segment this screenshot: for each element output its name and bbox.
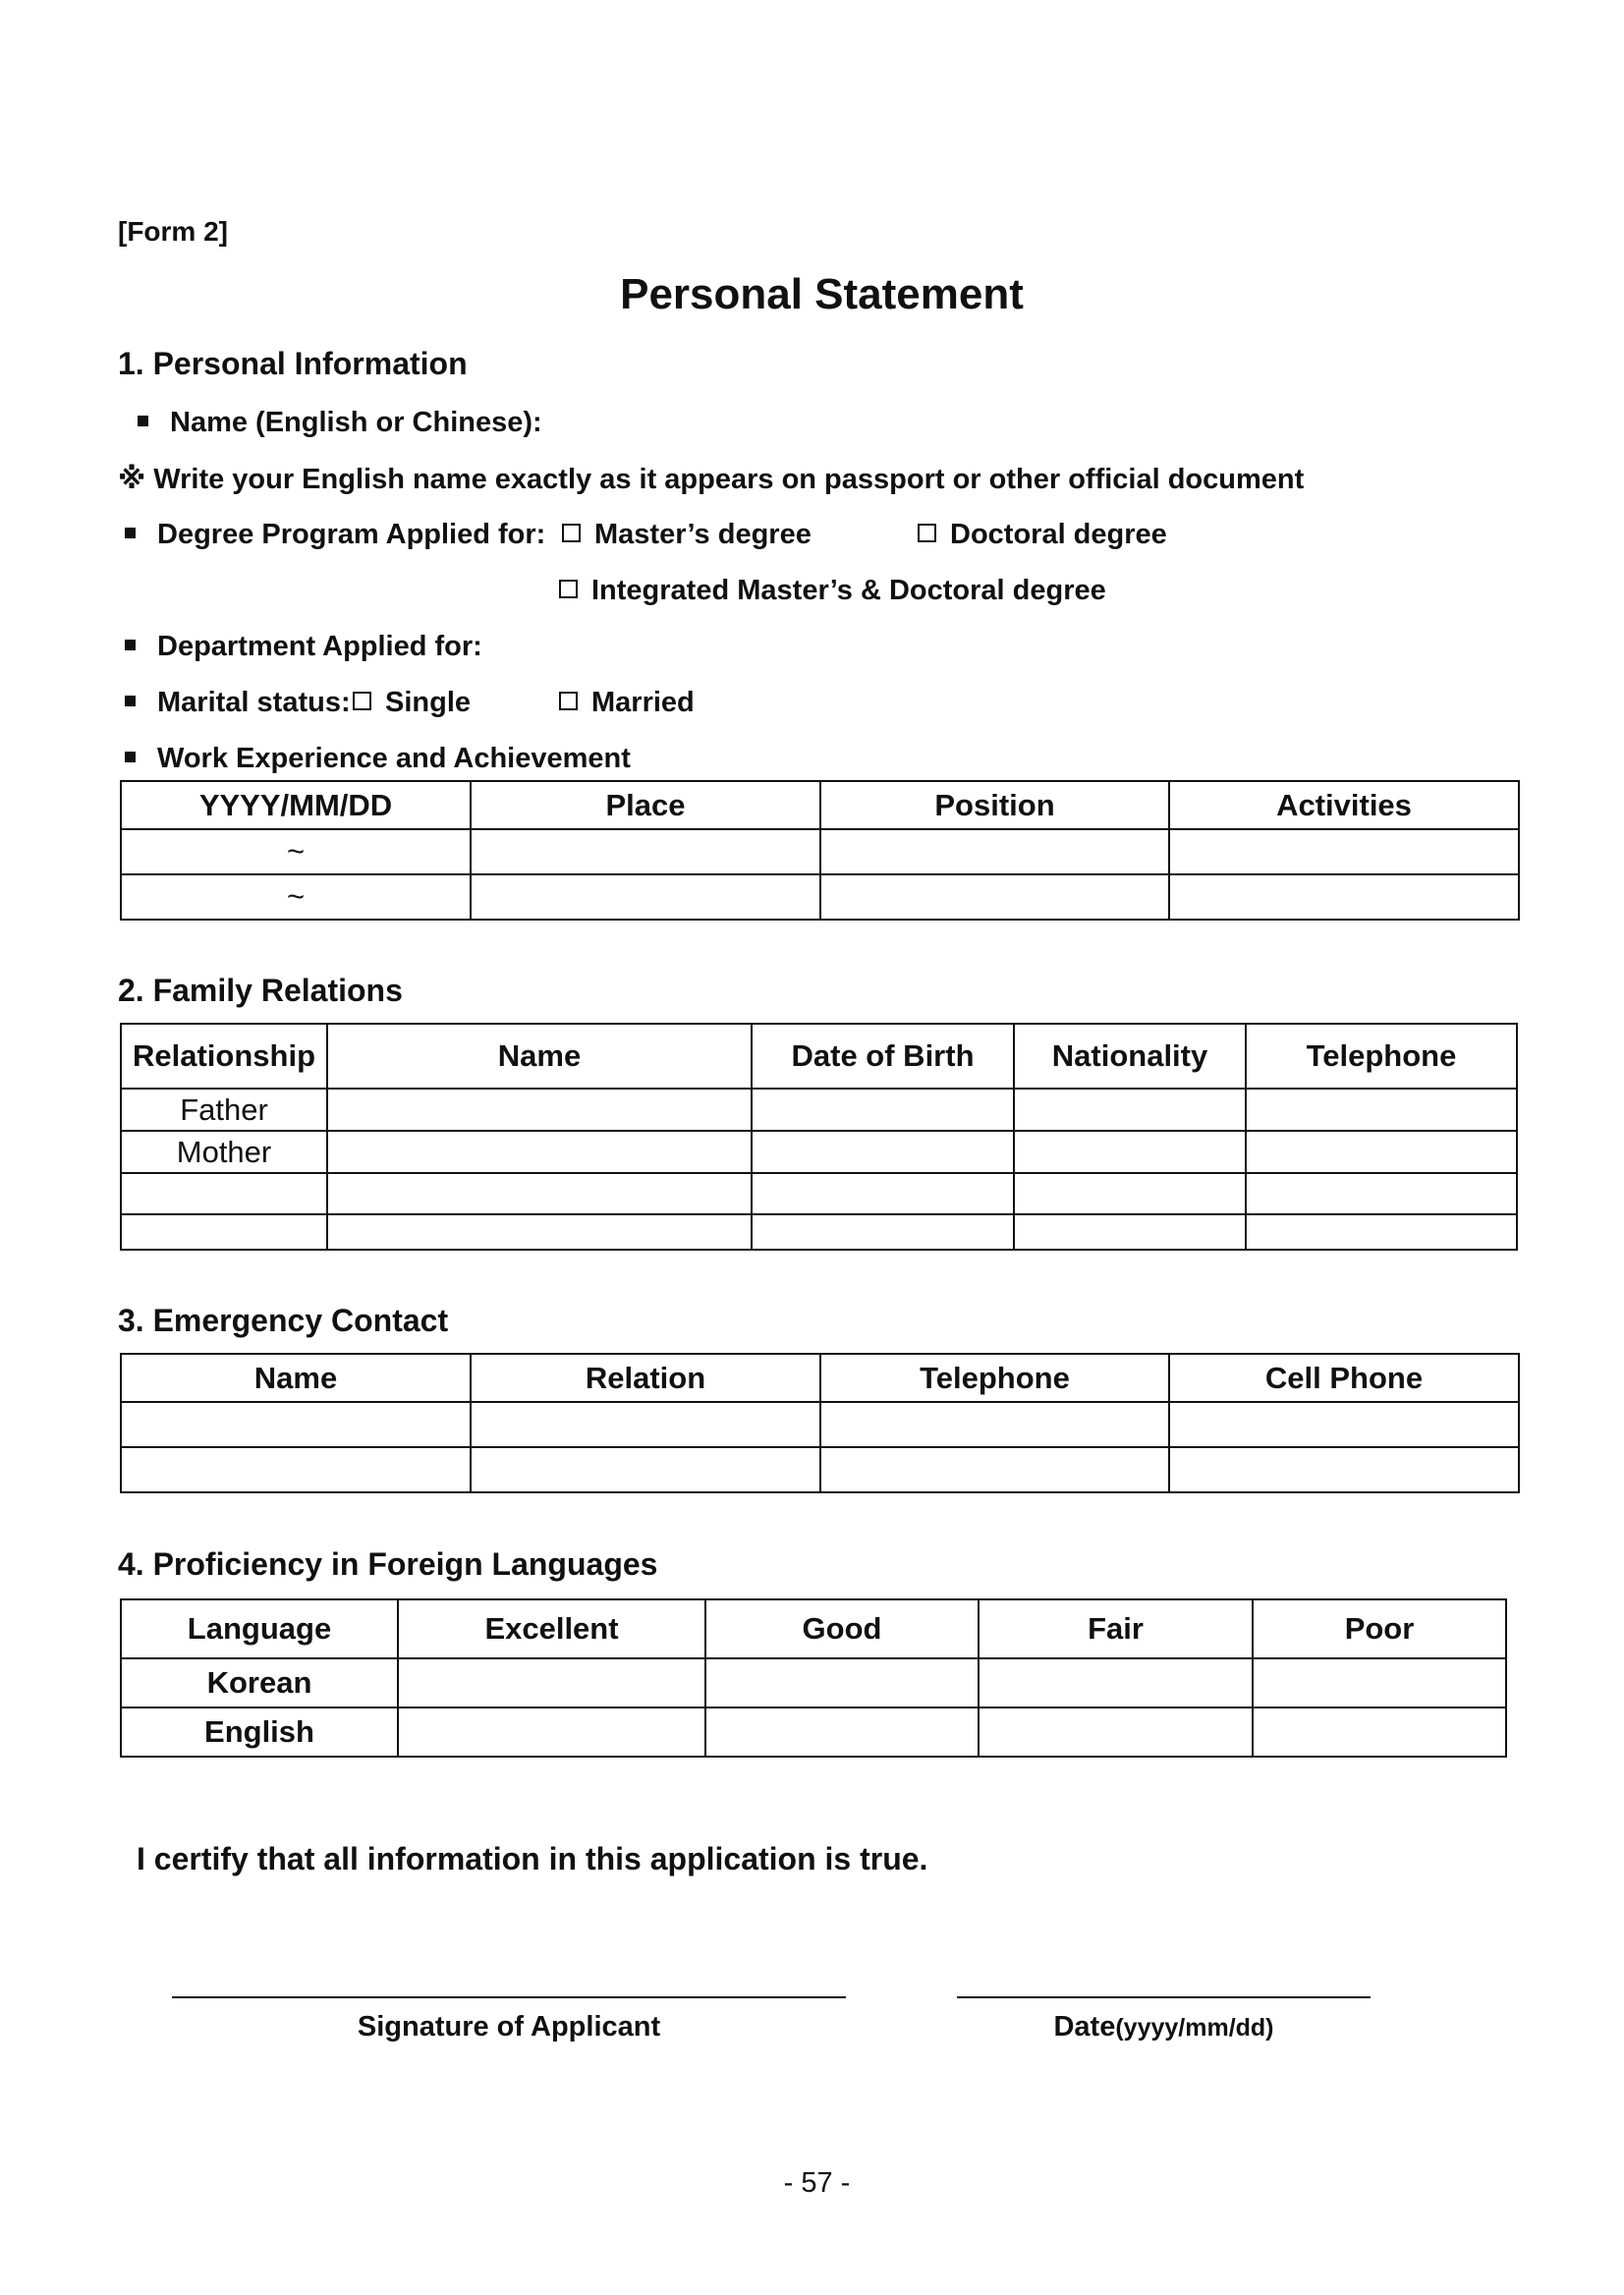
column-header: Activities [1169, 781, 1519, 829]
table-cell[interactable] [1253, 1707, 1506, 1757]
table-cell[interactable] [1246, 1173, 1517, 1214]
table-row [121, 1402, 1519, 1447]
marital-label-row [125, 687, 351, 719]
degree-option-integrated[interactable] [559, 575, 1106, 607]
language-proficiency-table [120, 1598, 1507, 1758]
checkbox-icon[interactable] [559, 580, 578, 598]
table-cell[interactable] [1169, 1447, 1519, 1492]
table-cell[interactable] [752, 1173, 1014, 1214]
table-header-row [121, 1024, 1517, 1089]
work-experience-table [120, 780, 1520, 921]
marital-option-label: Single [385, 687, 472, 718]
table-cell[interactable] [398, 1658, 705, 1707]
table-cell[interactable] [1014, 1214, 1246, 1250]
table-row [121, 1131, 1517, 1173]
column-header: Fair [979, 1599, 1253, 1658]
table-cell[interactable] [752, 1214, 1014, 1250]
table-cell[interactable] [752, 1089, 1014, 1131]
table-cell[interactable] [121, 1214, 327, 1250]
date-label-format: (yyyy/mm/dd) [1115, 2014, 1274, 2042]
table-cell[interactable] [398, 1707, 705, 1757]
degree-option-label: Master’s degree [594, 519, 812, 550]
table-row [121, 874, 1519, 920]
table-row [121, 829, 1519, 874]
column-header: Relationship [121, 1024, 327, 1089]
section-1-heading: 1. Personal Information [118, 346, 468, 381]
table-cell[interactable] [1014, 1089, 1246, 1131]
checkbox-icon[interactable] [353, 692, 371, 710]
column-header: Excellent [398, 1599, 705, 1658]
section-3-heading: 3. Emergency Contact [118, 1303, 449, 1338]
degree-label: Degree Program Applied for: [157, 519, 546, 550]
table-row [121, 1173, 1517, 1214]
table-cell[interactable] [121, 1402, 471, 1447]
table-cell[interactable]: ~ [121, 874, 471, 920]
table-cell[interactable] [471, 874, 820, 920]
table-row [121, 1658, 1506, 1707]
table-cell[interactable] [979, 1658, 1253, 1707]
table-cell[interactable] [121, 1447, 471, 1492]
table-cell[interactable] [1014, 1131, 1246, 1173]
bullet-icon [125, 752, 136, 762]
marital-label: Marital status: [157, 687, 351, 718]
column-header: Poor [1253, 1599, 1506, 1658]
checkbox-icon[interactable] [918, 524, 936, 542]
table-cell[interactable] [979, 1707, 1253, 1757]
column-header: Language [121, 1599, 398, 1658]
column-header: Nationality [1014, 1024, 1246, 1089]
signature-label: Signature of Applicant [357, 2011, 661, 2043]
table-cell[interactable] [1014, 1173, 1246, 1214]
column-header: Telephone [1246, 1024, 1517, 1089]
checkbox-icon[interactable] [562, 524, 581, 542]
bullet-icon [125, 528, 136, 538]
degree-option-label: Integrated Master’s & Doctoral degree [591, 575, 1106, 606]
table-cell[interactable] [471, 1447, 820, 1492]
page-number: - 57 - [783, 2167, 851, 2199]
bullet-icon [138, 416, 148, 426]
date-line[interactable] [957, 1996, 1371, 1998]
table-cell[interactable] [705, 1658, 979, 1707]
table-cell[interactable] [471, 1402, 820, 1447]
table-cell[interactable] [121, 1173, 327, 1214]
column-header: Telephone [820, 1354, 1169, 1402]
table-cell[interactable] [1169, 1402, 1519, 1447]
table-cell: Mother [121, 1131, 327, 1173]
column-header: Relation [471, 1354, 820, 1402]
table-cell[interactable] [1169, 874, 1519, 920]
marital-option-married[interactable] [559, 687, 695, 719]
bullet-icon [125, 640, 136, 650]
marital-option-label: Married [591, 687, 695, 718]
table-cell: Korean [121, 1658, 398, 1707]
degree-option-masters[interactable] [562, 519, 812, 551]
column-header: YYYY/MM/DD [121, 781, 471, 829]
degree-option-label: Doctoral degree [950, 519, 1167, 550]
column-header: Date of Birth [752, 1024, 1014, 1089]
work-label: Work Experience and Achievement [157, 743, 631, 774]
table-cell[interactable] [820, 1447, 1169, 1492]
column-header: Cell Phone [1169, 1354, 1519, 1402]
column-header: Name [121, 1354, 471, 1402]
section-4-heading: 4. Proficiency in Foreign Languages [118, 1546, 658, 1582]
section-2-heading: 2. Family Relations [118, 973, 403, 1008]
certification-statement: I certify that all information in this application is true. [137, 1841, 928, 1876]
degree-label-row [125, 519, 545, 551]
table-cell[interactable] [820, 829, 1169, 874]
table-cell[interactable] [327, 1089, 752, 1131]
date-label [957, 2011, 1371, 2043]
table-cell[interactable] [820, 1402, 1169, 1447]
degree-option-doctoral[interactable] [918, 519, 1167, 551]
department-field-row[interactable] [125, 631, 482, 663]
bullet-icon [125, 696, 136, 706]
form-label: [Form 2] [118, 216, 228, 247]
table-cell: Father [121, 1089, 327, 1131]
emergency-contact-table [120, 1353, 1520, 1493]
table-row [121, 1214, 1517, 1250]
table-cell[interactable] [327, 1173, 752, 1214]
department-label: Department Applied for: [157, 631, 482, 662]
page-title: Personal Statement [620, 270, 1024, 318]
column-header: Name [327, 1024, 752, 1089]
table-cell[interactable] [1246, 1089, 1517, 1131]
column-header: Good [705, 1599, 979, 1658]
table-cell[interactable] [705, 1707, 979, 1757]
marital-option-single[interactable] [353, 687, 471, 719]
table-header-row [121, 781, 1519, 829]
table-cell[interactable] [471, 829, 820, 874]
table-cell[interactable] [820, 874, 1169, 920]
table-cell[interactable] [327, 1131, 752, 1173]
name-label: Name (English or Chinese): [170, 407, 542, 438]
family-relations-table [120, 1023, 1518, 1251]
column-header: Position [820, 781, 1169, 829]
name-field-row[interactable] [138, 407, 542, 439]
table-cell[interactable] [1169, 829, 1519, 874]
checkbox-icon[interactable] [559, 692, 578, 710]
table-header-row [121, 1599, 1506, 1658]
table-cell[interactable] [752, 1131, 1014, 1173]
table-row [121, 1447, 1519, 1492]
table-header-row [121, 1354, 1519, 1402]
table-cell[interactable] [327, 1214, 752, 1250]
column-header: Place [471, 781, 820, 829]
date-label-main: Date [1053, 2011, 1116, 2043]
signature-line[interactable] [172, 1996, 846, 1998]
table-cell[interactable] [1253, 1658, 1506, 1707]
table-row [121, 1089, 1517, 1131]
name-note: ※ Write your English name exactly as it appears on passport or other official document [118, 464, 1305, 495]
table-cell: English [121, 1707, 398, 1757]
table-cell[interactable]: ~ [121, 829, 471, 874]
table-cell[interactable] [1246, 1214, 1517, 1250]
table-row [121, 1707, 1506, 1757]
table-cell[interactable] [1246, 1131, 1517, 1173]
work-label-row [125, 743, 631, 775]
